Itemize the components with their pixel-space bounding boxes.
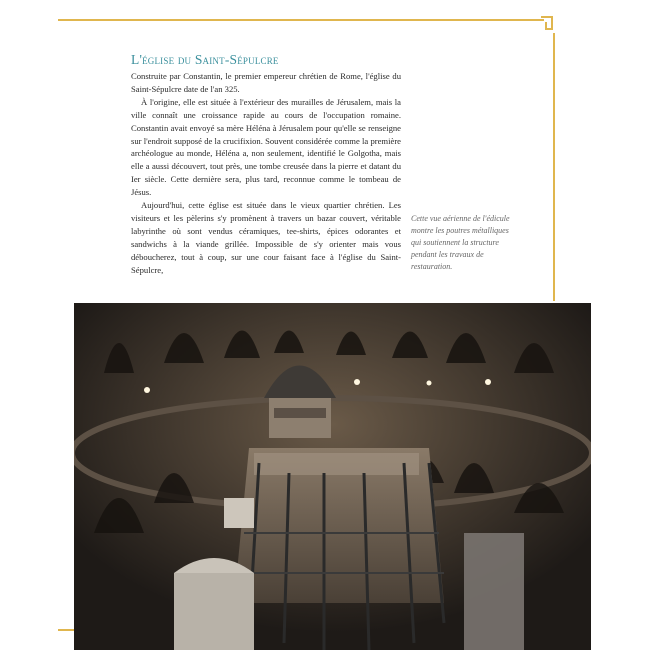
decorative-corner-ornament-inner	[545, 22, 553, 30]
paragraph-intro: Construite par Constantin, le premier empereur chrétien de Rome, l'église du Saint-Sépulcre date de l'an 325.	[131, 71, 401, 94]
paragraph-today: Aujourd'hui, cette église est située dans le vieux quartier chrétien. Les visiteurs et les pèlerins s'y promènent à travers un bazar couvert, véritable labyrinthe où sont vendus céramiques, tee-shirts, épices odorantes et sandwichs à la viande grillée. Impossible de s'y orienter mais vous déboucherez, tout à coup, sur une cour faisant face à l'église du Saint-Sépulcre,	[131, 200, 401, 275]
church-interior-photo	[74, 303, 591, 650]
article-title: L'église du Saint-Sépulcre	[131, 52, 279, 67]
article-body	[131, 70, 401, 277]
decorative-frame-left	[58, 629, 74, 631]
decorative-frame-right	[553, 33, 555, 301]
decorative-frame-top	[58, 19, 544, 21]
paragraph-history: À l'origine, elle est située à l'extérieur des murailles de Jérusalem, mais la ville connaît une croissance rapide au cours de l'occupation romaine. Constantin avait envoyé sa mère Héléna à Jérusalem pour qu'elle se renseigne sur l'endroit supposé de la crucifixion. Souvent considérée comme la première archéologue au monde, Héléna a, non seulement, identifié le Golgotha, mais elle a aussi découvert, tout près, une tombe creusée dans la pierre et datant du Ier siècle. Cette dernière sera, plus tard, reconnue comme le tombeau de Jésus.	[131, 96, 401, 198]
photo-caption: Cette vue aérienne de l'édicule montre les poutres métalliques qui soutiennent la structure pendant les travaux de restauration.	[411, 214, 510, 271]
